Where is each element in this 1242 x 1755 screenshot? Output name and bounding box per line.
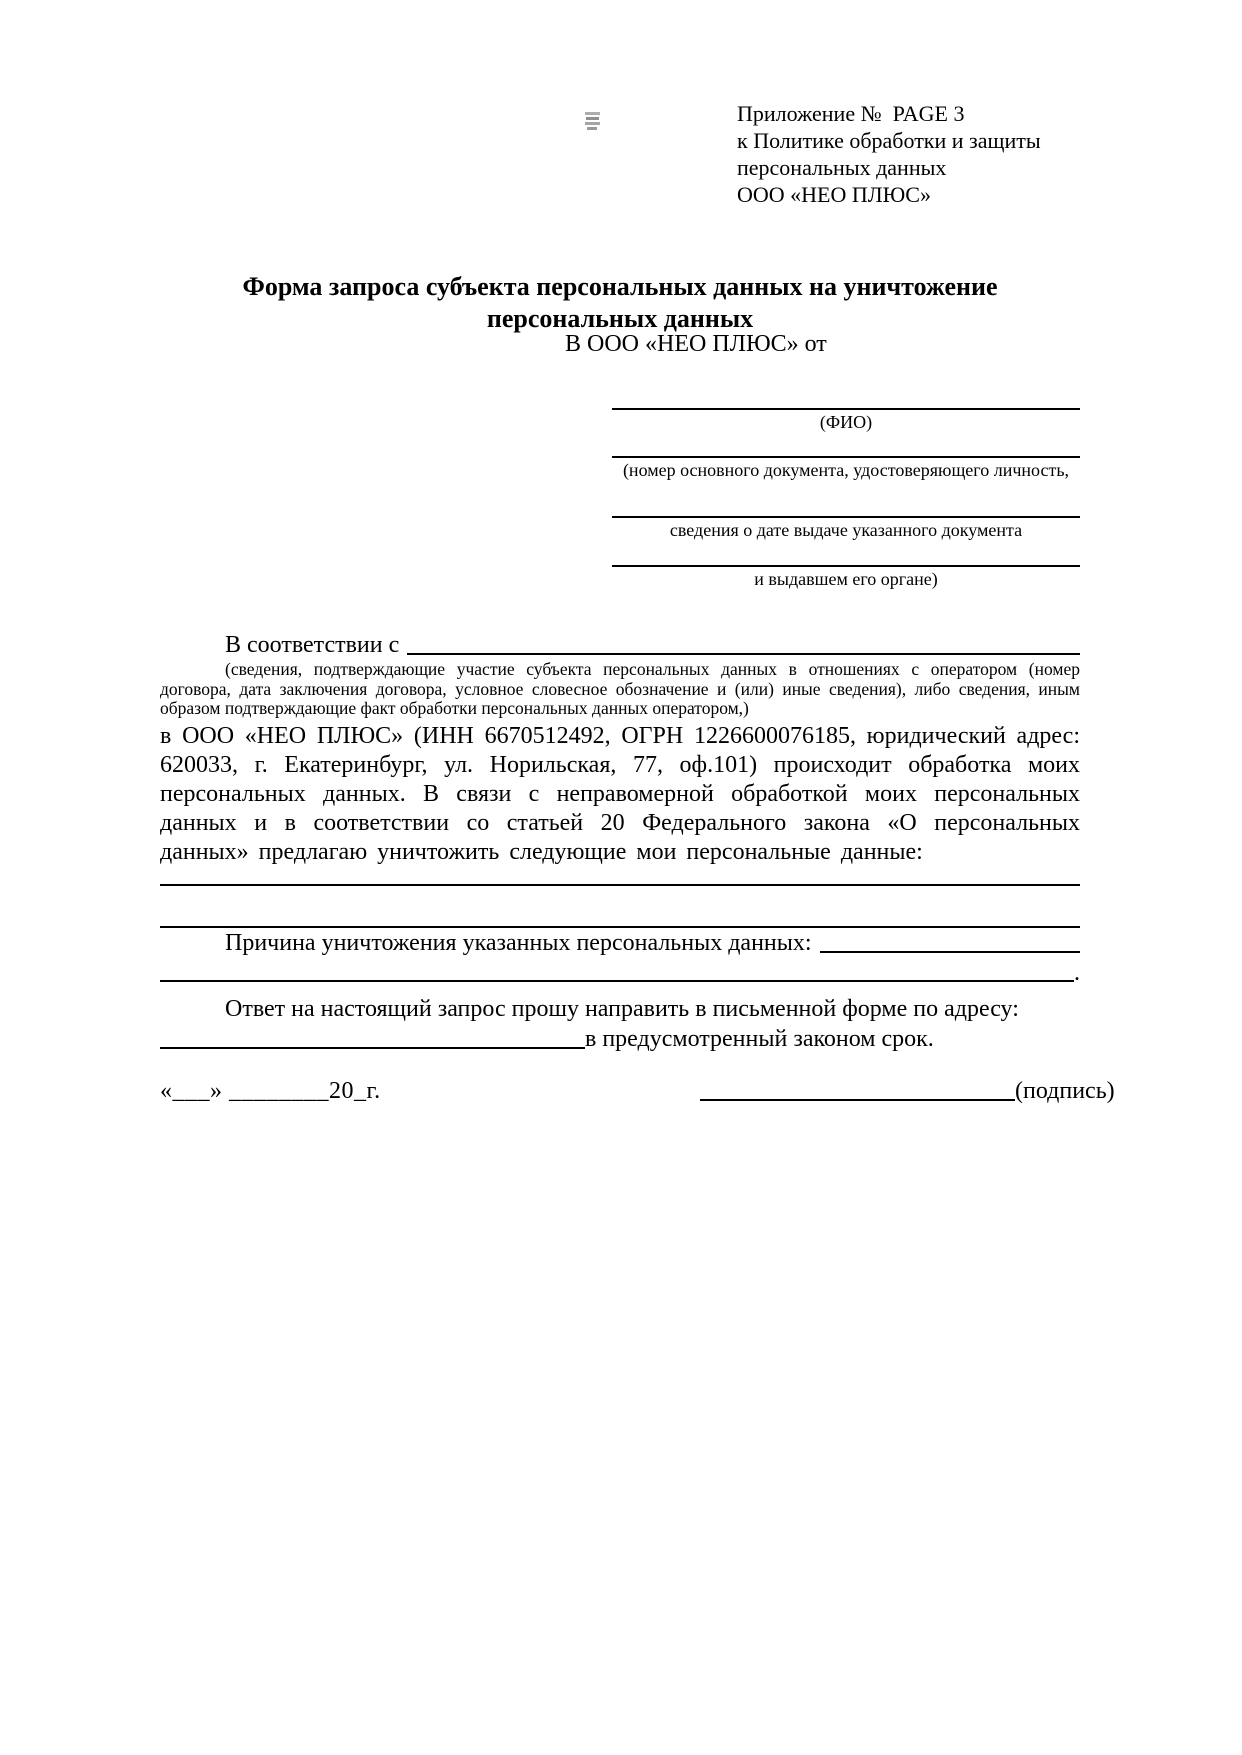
header-line-policy-2: персональных данных <box>737 155 947 180</box>
address-blank-line[interactable] <box>160 1026 585 1049</box>
response-deadline-row <box>160 1026 1080 1053</box>
accordance-note: (сведения, подтверждающие участие субъекта персональных данных в отношениях с оператором (номер договора, дата заключения договора, условное словесное обозначение и (или) иные сведения), либо сведения, иным образом подтверждающие факт обработки персональных данных оператором,) <box>160 659 1080 718</box>
fio-field <box>612 408 1080 433</box>
response-address-text: Ответ на настоящий запрос прошу направить в письменной форме по адресу: <box>225 996 1019 1022</box>
header-line-policy-1: к Политике обработки и защиты <box>737 128 1041 153</box>
page-title <box>160 271 1080 335</box>
addressee-line: В ООО «НЕО ПЛЮС» от <box>565 331 827 357</box>
date-fill-text[interactable]: «___» ________20_г. <box>160 1078 381 1104</box>
embedded-object-thumbnail-icon <box>585 112 601 136</box>
destroy-data-blank-line-2[interactable] <box>160 902 1080 928</box>
reason-continuation-line[interactable] <box>160 960 1074 982</box>
title-line-1: Форма запроса субъекта персональных данных на уничтожение <box>242 272 998 301</box>
appendix-header-block <box>737 100 1087 208</box>
fio-field-label: (ФИО) <box>819 412 873 432</box>
destroy-data-blank-line-1[interactable] <box>160 860 1080 886</box>
issuing-authority-field <box>612 565 1080 590</box>
paragraph-indent <box>160 930 225 957</box>
reason-label: Причина уничтожения указанных персональных данных: <box>225 930 812 956</box>
issue-date-field-label: сведения о дате выдаче указанного документа <box>669 520 1023 540</box>
signature-block <box>700 1078 1115 1105</box>
accordance-lead-text: В соответствии с <box>225 632 400 658</box>
reason-blank-line[interactable] <box>820 930 1080 953</box>
header-line-appendix-number: Приложение № PAGE 3 <box>737 101 965 126</box>
signature-label: (подпись) <box>1015 1078 1115 1104</box>
issue-date-field <box>612 516 1080 541</box>
paragraph-indent <box>160 632 225 659</box>
reason-line-terminator: . <box>1074 960 1080 986</box>
accordance-row <box>160 632 1080 659</box>
document-number-field <box>612 456 1080 481</box>
reason-continuation-row <box>160 960 1080 987</box>
issuing-authority-field-label: и выдавшем его органе) <box>754 569 938 589</box>
signature-line[interactable] <box>700 1078 1015 1101</box>
response-deadline-text: в предусмотренный законом срок. <box>585 1026 934 1052</box>
document-number-field-label: (номер основного документа, удостоверяющего личность, <box>622 460 1070 480</box>
header-line-company: ООО «НЕО ПЛЮС» <box>737 182 931 207</box>
body-paragraph: в ООО «НЕО ПЛЮС» (ИНН 6670512492, ОГРН 1226600076185, юридический адрес: 620033, г. Екатеринбург, ул. Норильская, 77, оф.101) происходит обработка моих персональных данных. В связи с неправомерной обработкой моих персональных данных и в соответствии со статьей 20 Федерального закона «О персональных данных» предлагаю уничтожить следующие мои персональные данные: <box>160 723 1080 865</box>
accordance-blank-line[interactable] <box>407 632 1080 655</box>
title-line-2: персональных данных <box>486 304 754 333</box>
reason-row <box>160 930 1080 957</box>
